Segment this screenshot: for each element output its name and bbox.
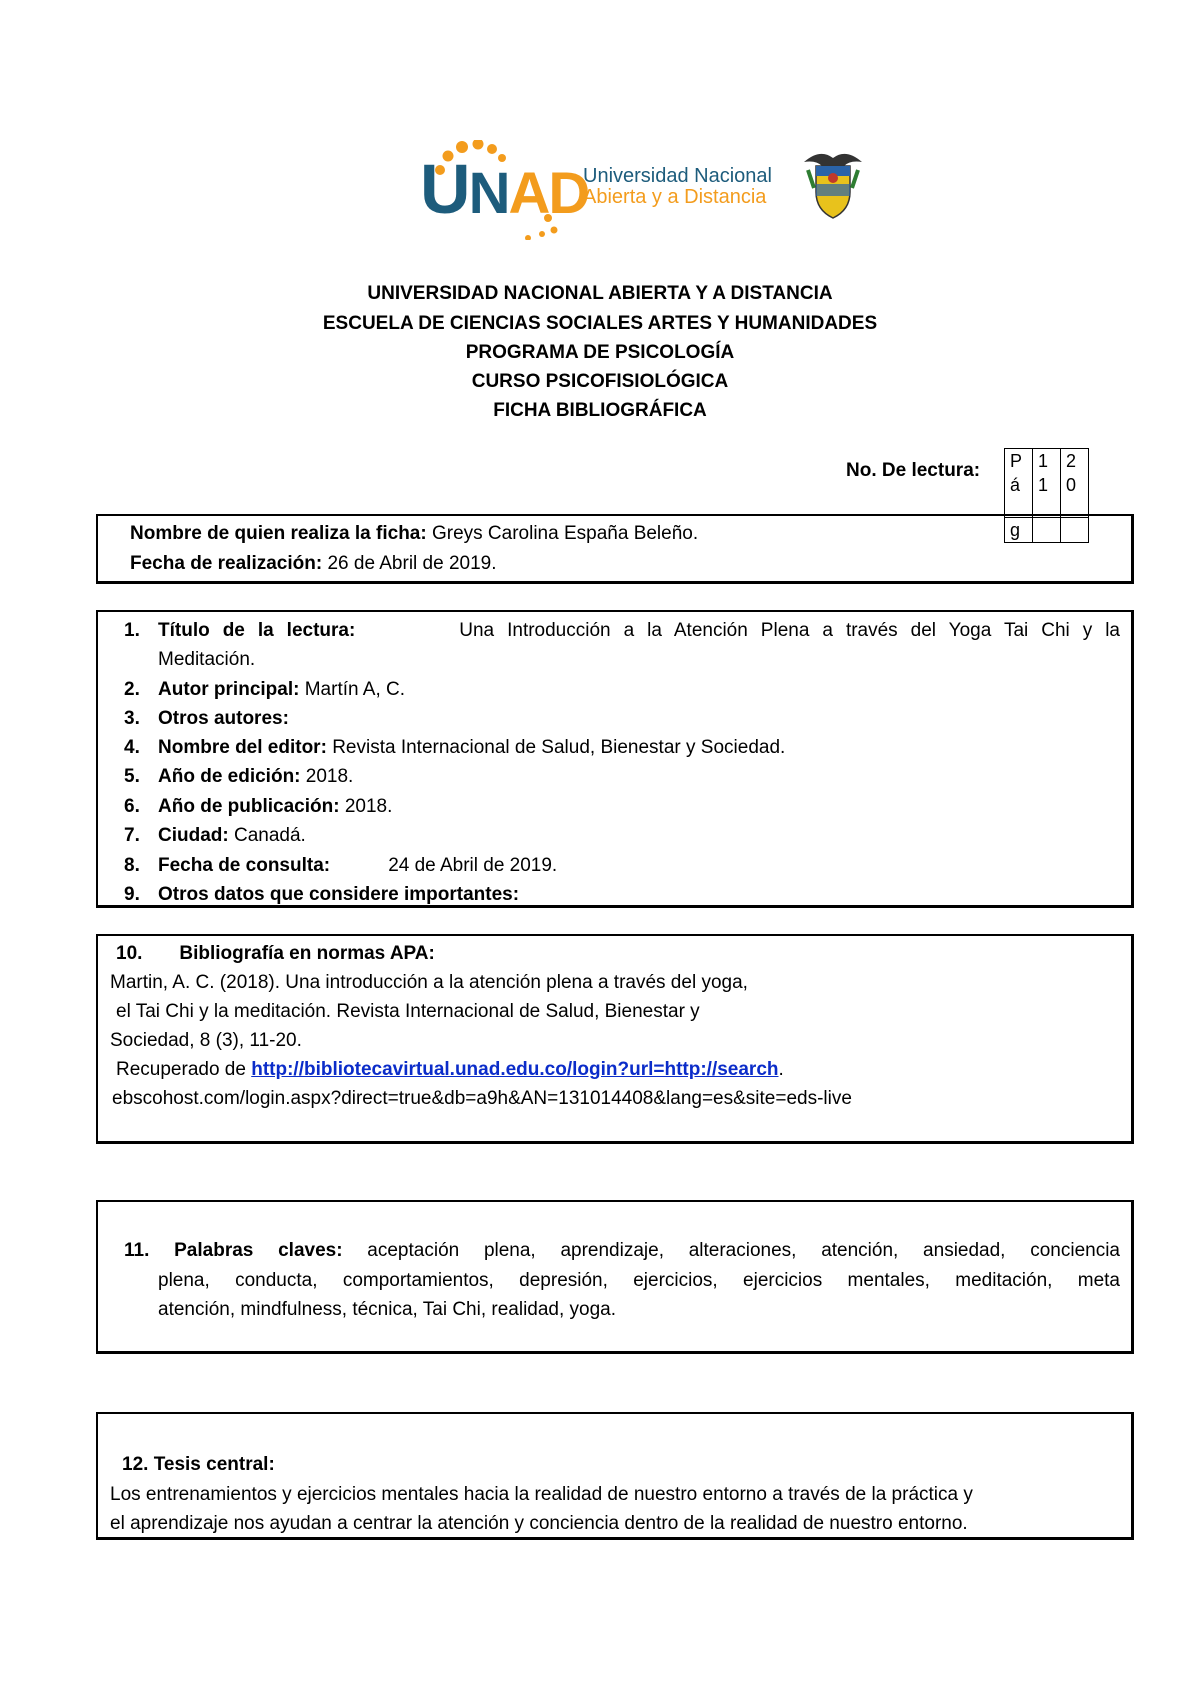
lectura-cell-text: 1	[1038, 475, 1049, 495]
apa-recovered-prefix: Recuperado de	[116, 1059, 246, 1080]
keywords-text: aceptación plena, aprendizaje, alteraciones, atención, ansiedad, conciencia	[367, 1240, 1120, 1261]
editor-value: Revista Internacional de Salud, Bienestar y Sociedad.	[332, 737, 786, 758]
apa-url-link[interactable]: http://bibliotecavirtual.unad.edu.co/login?url=http://search	[251, 1059, 779, 1080]
document-title: FICHA BIBLIOGRÁFICA	[493, 400, 707, 421]
program-title: PROGRAMA DE PSICOLOGÍA	[465, 342, 735, 363]
lectura-cell	[1061, 449, 1089, 518]
thesis-label	[122, 1454, 275, 1476]
apa-url-suffix: .	[778, 1059, 784, 1080]
university-title: UNIVERSIDAD NACIONAL ABIERTA Y A DISTANCIA	[367, 283, 833, 304]
edition-year-label: Año de edición:	[158, 766, 301, 787]
course-title: CURSO PSICOFISIOLÓGICA	[471, 371, 729, 392]
apa-line3: Sociedad, 8 (3), 11-20.	[110, 1030, 302, 1051]
item-number: 7.	[124, 825, 140, 846]
consult-date-value: 24 de Abril de 2019.	[388, 855, 558, 876]
author-value: Greys Carolina España Beleño.	[431, 523, 699, 544]
apa-label: Bibliografía en normas APA:	[179, 943, 435, 964]
thesis-line1: Los entrenamientos y ejercicios mentales hacia la realidad de nuestro entorno a través de la práctica y	[110, 1484, 973, 1505]
item-number: 4.	[124, 737, 140, 758]
other-data-label: Otros datos que considere importantes:	[158, 884, 520, 905]
item-number: 6.	[124, 796, 140, 817]
apa-line2: el Tai Chi y la meditación. Revista Internacional de Salud, Bienestar y	[116, 1001, 700, 1022]
author-principal-line	[124, 679, 405, 701]
thesis-line2: el aprendizaje nos ayudan a centrar la atención y conciencia dentro de la realidad de nuestro entorno.	[110, 1513, 968, 1534]
title-label: Título de la lectura:	[158, 620, 356, 641]
lectura-cell-text: 0	[1066, 475, 1077, 495]
keywords-label: Palabras claves:	[174, 1240, 343, 1261]
consult-date-line	[124, 855, 557, 877]
lectura-cell	[1005, 449, 1033, 518]
publication-year-line	[124, 796, 392, 818]
logo-name-line2: Abierta y a Distancia	[583, 186, 767, 208]
date-value: 26 de Abril de 2019.	[327, 553, 497, 574]
title-line	[124, 620, 1120, 642]
keywords-line3: atención, mindfulness, técnica, Tai Chi, realidad, yoga.	[158, 1299, 617, 1320]
apa-line5: ebscohost.com/login.aspx?direct=true&db=a9h&AN=131014408&lang=es&site=eds-live	[112, 1088, 852, 1109]
keywords-line2: plena, conducta, comportamientos, depresión, ejercicios, ejercicios mentales, meditación, meta	[158, 1270, 1120, 1291]
item-number: 8.	[124, 855, 140, 876]
author-label: Nombre de quien realiza la ficha:	[130, 523, 427, 544]
apa-number: 10.	[116, 943, 143, 964]
other-authors-line	[124, 708, 289, 730]
publication-year-value: 2018.	[344, 796, 393, 817]
apa-recovered-line	[116, 1059, 784, 1081]
lectura-cell-text: 2	[1066, 451, 1077, 471]
lectura-label: No. De lectura:	[846, 460, 981, 481]
edition-year-value: 2018.	[305, 766, 354, 787]
date-line	[130, 553, 497, 575]
edition-year-line	[124, 766, 353, 788]
author-principal-label: Autor principal:	[158, 679, 300, 700]
lectura-cell-text: á	[1010, 475, 1021, 495]
other-authors-label: Otros autores:	[158, 708, 289, 729]
editor-line	[124, 737, 785, 759]
apa-line1: Martin, A. C. (2018). Una introducción a la atención plena a través del yoga,	[110, 972, 748, 993]
thesis-label-text: 12. Tesis central:	[122, 1454, 275, 1475]
title-value: Una Introducción a la Atención Plena a través del Yoga Tai Chi y la	[459, 620, 1120, 641]
item-number: 1.	[124, 620, 140, 641]
lectura-cell-text: g	[1010, 520, 1021, 540]
author-line	[130, 523, 698, 545]
logo-name-line1: Universidad Nacional	[583, 165, 772, 187]
item-number: 3.	[124, 708, 140, 729]
colombia-crest-icon	[800, 148, 866, 220]
city-label: Ciudad:	[158, 825, 229, 846]
item-number: 5.	[124, 766, 140, 787]
title-value-line2: Meditación.	[158, 649, 256, 670]
lectura-cell	[1033, 449, 1061, 518]
city-value: Canadá.	[234, 825, 306, 846]
logo-initials: UNAD	[420, 150, 589, 228]
lectura-cell-text: P	[1010, 451, 1023, 471]
editor-label: Nombre del editor:	[158, 737, 327, 758]
keywords-line1	[124, 1240, 1120, 1262]
item-number: 9.	[124, 884, 140, 905]
consult-date-label: Fecha de consulta:	[158, 855, 331, 876]
school-title: ESCUELA DE CIENCIAS SOCIALES ARTES Y HUMANIDADES	[322, 313, 878, 334]
apa-heading	[116, 943, 435, 965]
publication-year-label: Año de publicación:	[158, 796, 340, 817]
city-line	[124, 825, 306, 847]
item-number: 2.	[124, 679, 140, 700]
date-label: Fecha de realización:	[130, 553, 323, 574]
author-principal-value: Martín A, C.	[304, 679, 406, 700]
other-data-line	[124, 884, 519, 906]
lectura-cell-text: 1	[1038, 451, 1049, 471]
keywords-number: 11.	[124, 1240, 150, 1261]
